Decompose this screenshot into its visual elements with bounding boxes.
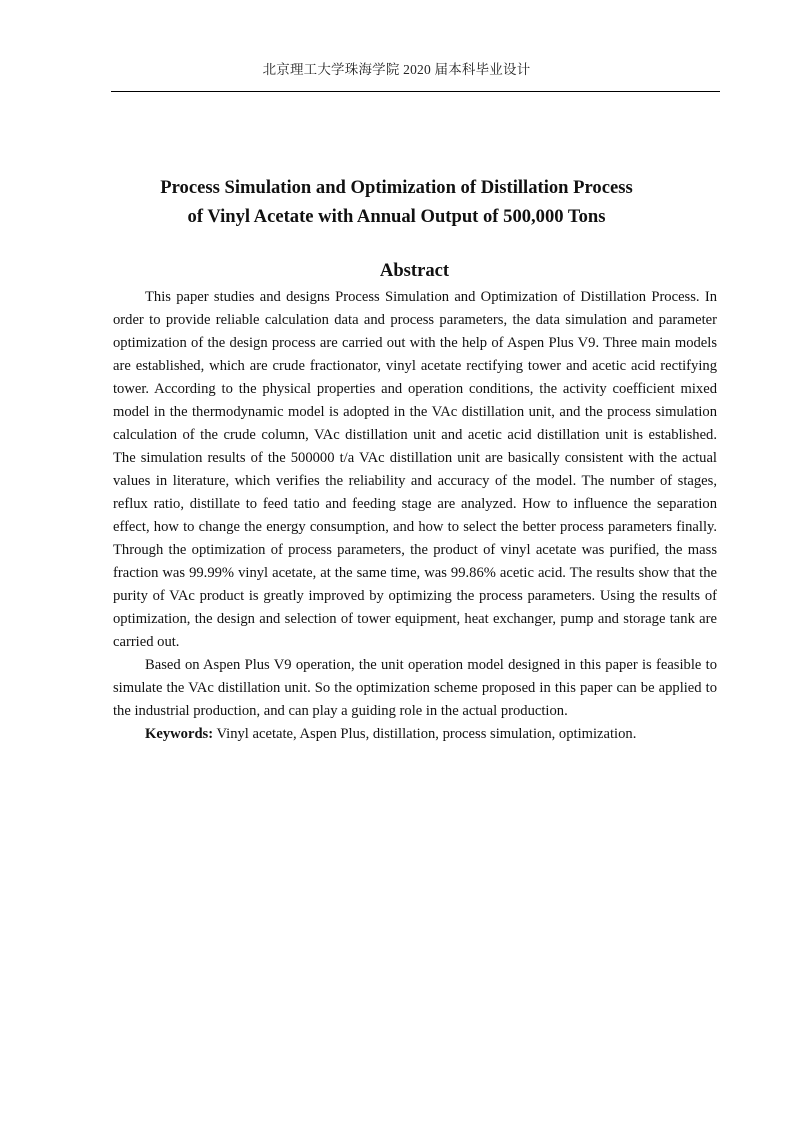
running-header: 北京理工大学珠海学院 2020 届本科毕业设计 bbox=[262, 62, 531, 77]
keywords-text: Vinyl acetate, Aspen Plus, distillation, process simulation, optimization. bbox=[213, 726, 637, 742]
keywords-line bbox=[113, 723, 717, 746]
header-rule bbox=[111, 91, 720, 92]
abstract-paragraph: Based on Aspen Plus V9 operation, the unit operation model designed in this paper is feasible to simulate the VAc distillation unit. So the optimization scheme proposed in this paper can be applied to the industrial production, and can play a guiding role in the actual production. bbox=[113, 657, 717, 719]
abstract-heading: Abstract bbox=[379, 260, 450, 281]
abstract-paragraph: This paper studies and designs Process Simulation and Optimization of Distillation Process. In order to provide reliable calculation data and process parameters, the data simulation and parameter optimization of the design process are carried out with the help of Aspen Plus V9. Three main models are established, which are crude fractionator, vinyl acetate rectifying tower and acetic acid rectifying tower. According to the physical properties and operation conditions, the activity coefficient mixed model in the thermodynamic model is adopted in the VAc distillation unit, and the process simulation calculation of the crude column, VAc distillation unit and acetic acid distillation unit is established. The simulation results of the 500000 t/a VAc distillation unit are basically consistent with the actual values in literature, which verifies the reliability and accuracy of the model. The number of stages, reflux ratio, distillate to feed tatio and feeding stage are analyzed. How to influence the separation effect, how to change the energy consumption, and how to select the better process parameters finally. Through the optimization of process parameters, the product of vinyl acetate was purified, the mass fraction was 99.99% vinyl acetate, at the same time, was 99.86% acetic acid. The results show that the purity of VAc product is greatly improved by optimizing the process parameters. Using the results of optimization, the design and selection of tower equipment, heat exchanger, pump and storage tank are carried out. bbox=[113, 289, 717, 650]
paper-title-line-2: of Vinyl Acetate with Annual Output of 500,000 Tons bbox=[187, 206, 606, 227]
paper-title bbox=[0, 173, 793, 231]
abstract-body bbox=[113, 286, 717, 746]
paper-title-line-1: Process Simulation and Optimization of Distillation Process bbox=[160, 177, 633, 198]
keywords-label: Keywords: bbox=[145, 726, 214, 742]
